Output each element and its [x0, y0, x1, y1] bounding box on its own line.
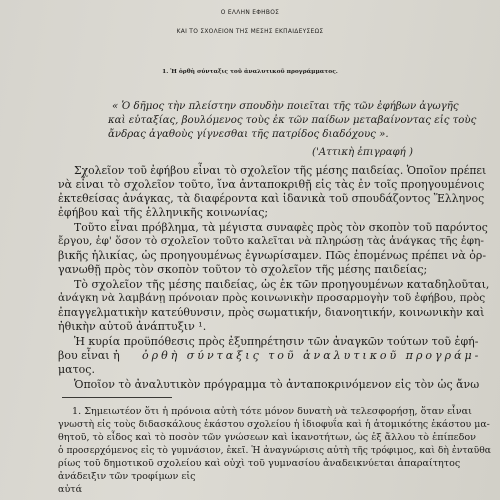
footnote-line: ρίως τοῦ δημοτικοῦ σχολείου καὶ οὐχὶ τοῦ γυμνασίου ἀναδεικνύεται ἀπαραίτητος	[58, 458, 461, 469]
footnote-line: γνωστὴ εἰς τοὺς διδασκάλους ἑκάστου σχολείου ἡ ἰδιοφυΐα καὶ ἡ ἀτομικότης ἑκάστου μα-	[58, 419, 490, 430]
footnote-line: ἀνάδειξιν τῶν τροφίμων εἰς	[58, 471, 196, 482]
running-header-title: Ο ΕΛΛΗΝ ΕΦΗΒΟΣ	[220, 10, 280, 16]
epigraph-source: ('Αττικὴ ἐπιγραφή )	[312, 147, 413, 158]
body-line: ματος.	[58, 363, 95, 376]
body-line: ἐφήβου καὶ τῆς ἑλληνικῆς κοινωνίας;	[58, 206, 269, 219]
body-line: νὰ εἶναι τὸ σχολεῖον τοῦτο, ἵνα ἀνταποκριθῇ εἰς τὰς ἐν τοῖς προηγουμένοις	[58, 178, 485, 191]
body-line: Σχολεῖον τοῦ ἐφήβου εἶναι τὸ σχολεῖον τῆς μέσης παιδείας. Ὁποῖον πρέπει	[74, 164, 487, 177]
body-line: ἐπαγγελματικὴν κατεύθυνσιν, πρὸς σωματικήν, διανοητικήν, κοινωνικὴν καὶ	[58, 306, 485, 319]
footnote-line: ὁ προσερχόμενος εἰς τὸ γυμνάσιον, ἐκεῖ. Ἡ ἀναγνώρισις αὐτὴ τῆς τρόφιμος, καὶ δὴ ἐνταῦθα	[58, 445, 491, 456]
body-line: ἐκτεθείσας ἀνάγκας, τὰ διαφέροντα καὶ ἰδανικὰ τοῦ σπουδάζοντος Ἕλληνος	[58, 192, 485, 205]
body-line: βου εἶναι ἡ	[58, 349, 120, 362]
epigraph-line: « Ὁ δῆμος τὴν πλείστην σπουδὴν ποιεῖται τῆς τῶν ἐφήβων ἀγωγῆς	[112, 101, 459, 112]
emphasis-spaced-phrase: ὀρθὴ σύνταξις τοῦ ἀναλυτικοῦ προγράμ-	[142, 349, 482, 362]
body-line: Τοῦτο εἶναι πρόβλημα, τὰ μέγιστα συναφὲς πρὸς τὸν σκοπὸν τοῦ παρόντος	[74, 221, 488, 234]
body-line: γανωθῇ πρὸς τὸν σκοπὸν τοῦτον τὸ σχολεῖον τῆς μέσης παιδείας;	[58, 263, 428, 276]
body-line: Τὸ σχολεῖον τῆς μέσης παιδείας, ὡς ἐκ τῶν προηγουμένων καταδηλοῦται,	[74, 278, 490, 291]
running-header-subtitle: ΚΑΙ ΤΟ ΣΧΟΛΕΙΟΝ ΤΗΣ ΜΕΣΗΣ ΕΚΠΑΙΔΕΥΣΕΩΣ	[176, 29, 324, 35]
body-line: Ὁποῖον τὸ ἀναλυτικὸν πρόγραμμα τὸ ἀνταποκρινόμενον εἰς τὸν ὡς ἄνω	[74, 378, 480, 391]
body-line: ἀνάγκη νὰ λαμβάνῃ πρόνοιαν πρὸς κοινωνικὴν προσαρμογὴν τοῦ ἐφήβου, πρὸς	[58, 292, 486, 304]
body-line: βικῆς ἡλικίας, ὡς προηγουμένως ἐγνωρίσαμεν. Πῶς ἑπομένως πρέπει νὰ ὀρ-	[58, 249, 487, 262]
section-title: 1. Ἡ ὀρθὴ σύνταξις τοῦ ἀναλυτικοῦ προγράμματος.	[162, 68, 338, 75]
body-line: ἔργου, ἐφ' ὅσον τὸ σχολεῖον τοῦτο καλεῖται νὰ πληρώσῃ τὰς ἀνάγκας τῆς ἐφη-	[58, 235, 484, 247]
epigraph-line: καὶ εὐταξίας, βουλόμενος τοὺς ἐκ τῶν παίδων μεταβαίνοντας εἰς τοὺς	[108, 115, 477, 126]
epigraph-line: ἄνδρας ἀγαθοὺς γίγνεσθαι τῆς πατρίδος διαδόχους ».	[108, 129, 389, 140]
body-line: Ἡ κυρία προϋπόθεσις πρὸς ἐξυπηρέτησιν τῶν ἀναγκῶν τούτων τοῦ ἐφή-	[74, 335, 479, 348]
footnote-rule	[62, 397, 172, 398]
footnote-line: θητοῦ, τὸ εἶδος καὶ τὸ ποσὸν τῶν γνώσεων καὶ ἱκανοτήτων, ὡς ἐξ ἄλλου τὸ ἐπίπεδον	[58, 432, 476, 443]
footnote-line: αὐτά	[58, 484, 83, 495]
footnote-line: 1. Σημειωτέον ὅτι ἡ πρόνοια αὐτὴ τότε μόνον δυνατὴ νὰ τελεσφορήσῃ, ὅταν εἶναι	[72, 406, 472, 417]
body-line: ἠθικὴν αὐτοῦ ἀνάπτυξιν ¹.	[58, 320, 207, 333]
